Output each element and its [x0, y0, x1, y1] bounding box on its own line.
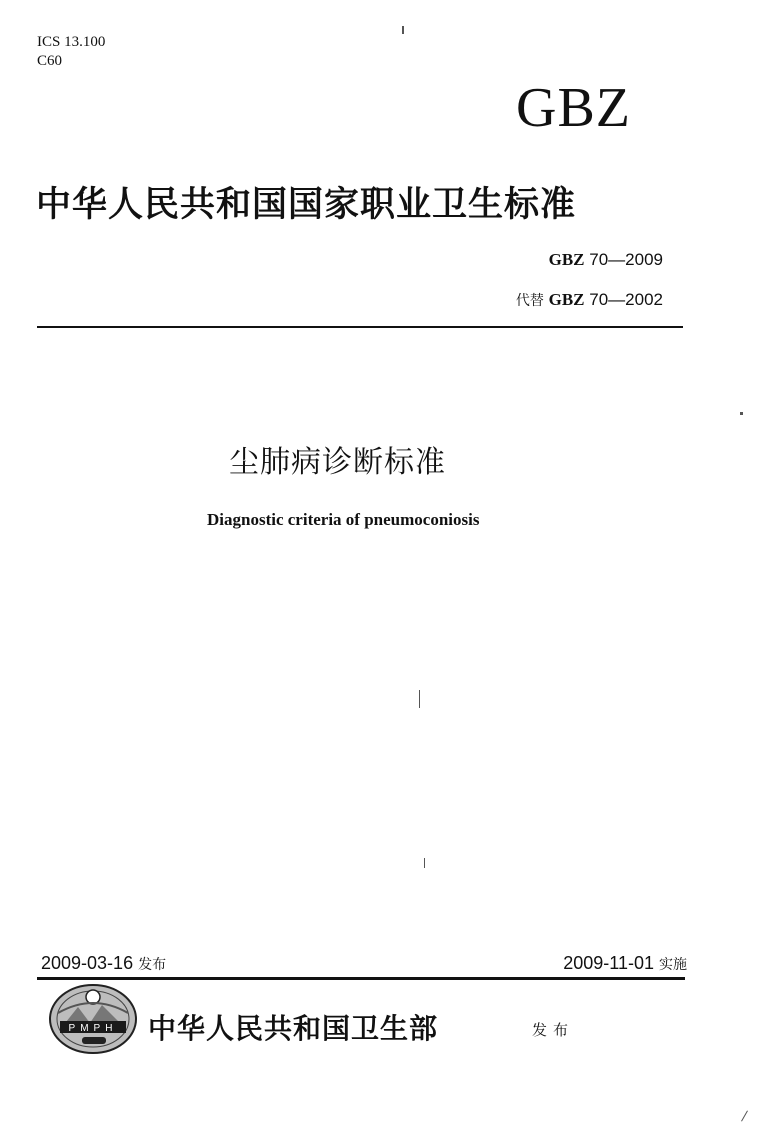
- scan-speck: [424, 858, 425, 868]
- replace-number: 70—2002: [589, 290, 663, 309]
- scan-speck: [402, 26, 404, 34]
- implementation-date: [563, 953, 687, 974]
- footer-divider: [37, 977, 685, 980]
- standard-number-prefix: GBZ: [548, 250, 585, 269]
- issue-date-value: 2009-03-16: [41, 953, 134, 973]
- publisher-seal-icon: [48, 983, 138, 1055]
- standard-number: [549, 250, 663, 270]
- issuer-suffix: 发布: [532, 1021, 575, 1039]
- seal-text: PMPH: [68, 1023, 118, 1034]
- impl-date-label: 实施: [659, 956, 687, 972]
- issue-date-label: 发布: [138, 956, 167, 972]
- replace-prefix: GBZ: [548, 290, 585, 309]
- standard-number-value: 70—2009: [589, 250, 663, 269]
- scan-speck: [740, 412, 743, 415]
- replace-label: 代替: [515, 292, 544, 308]
- ics-code: ICS 13.100: [37, 34, 106, 50]
- impl-date-value: 2009-11-01: [563, 953, 654, 973]
- ccs-code: C60: [37, 53, 63, 69]
- replaced-standard: [516, 290, 663, 310]
- header-divider: [37, 326, 683, 328]
- issuer-name: 中华人民共和国卫生部: [148, 1012, 439, 1045]
- title-chinese: 尘肺病诊断标准: [229, 445, 446, 480]
- title-english: Diagnostic criteria of pneumoconiosis: [207, 510, 480, 529]
- scan-speck: [741, 1111, 748, 1122]
- gbz-logo: GBZ: [516, 77, 631, 139]
- classification-codes: [37, 33, 105, 71]
- issue-date: [41, 953, 166, 974]
- scan-speck: [419, 690, 420, 708]
- org-title: 中华人民共和国国家职业卫生标准: [36, 184, 577, 225]
